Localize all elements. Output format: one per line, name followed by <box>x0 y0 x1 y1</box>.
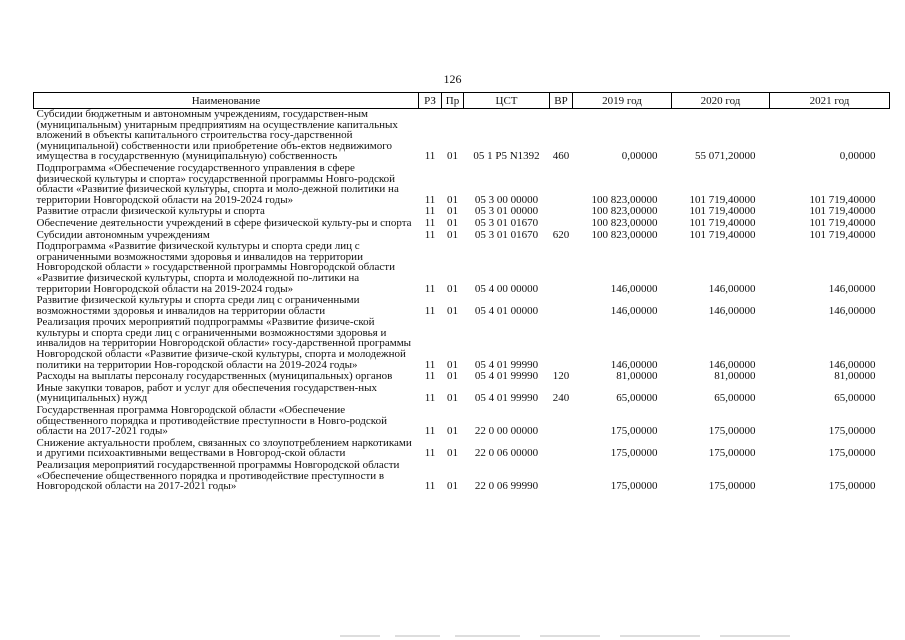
cell-cst: 22 0 06 99990 <box>474 480 539 493</box>
cell-2019: 146,00000 <box>610 358 658 371</box>
cell-2020: 101 719,40000 <box>689 193 756 206</box>
table-row <box>34 317 890 371</box>
cell-cst: 22 0 00 00000 <box>474 425 539 438</box>
cell-vr <box>550 206 573 218</box>
cell-2019: 175,00000 <box>610 447 658 460</box>
header-2021: 2021 год <box>770 93 890 109</box>
header-vr: ВР <box>550 93 573 109</box>
cell-rz: 11 <box>424 150 436 163</box>
cell-pr: 01 <box>447 150 458 163</box>
cell-rz: 11 <box>424 425 436 438</box>
cell-rz: 11 <box>424 282 436 295</box>
page-number: 126 <box>443 72 462 86</box>
cell-2021: 65,00000 <box>834 392 876 405</box>
cell-name: Государственная программа Новгородской области «Обеспечение общественного порядка и противодействие преступности в Новго-родской области на 2017-2021 годы» <box>36 404 387 438</box>
cell-2020: 65,00000 <box>714 392 756 405</box>
cell-vr: 620 <box>552 228 570 241</box>
cell-rz: 11 <box>424 304 436 317</box>
cell-vr <box>550 317 573 371</box>
cell-rz: 11 <box>424 370 436 383</box>
cell-2019: 100 823,00000 <box>591 228 658 241</box>
cell-name: Подпрограмма «Обеспечение государственного управления в сфере физической культуры и спорта» государственной программы Новго-родской области «Развитие физической культуры, спорта и моло-дежной политики на территории Новгородской области на 2019-2024 годы» <box>36 161 399 206</box>
cell-pr: 01 <box>447 358 458 371</box>
cell-rz: 11 <box>424 480 436 493</box>
cell-name: Расходы на выплаты персоналу государственных (муниципальных) органов <box>36 370 393 383</box>
cell-2021: 101 719,40000 <box>809 228 876 241</box>
cell-2020: 175,00000 <box>708 480 756 493</box>
cell-name: Снижение актуальности проблем, связанных со злоупотреблением наркотиками и другими психоактивными веществами в Новгород-ской области <box>36 436 412 460</box>
table-body <box>34 109 890 493</box>
cell-pr: 01 <box>447 193 458 206</box>
cell-2020: 55 071,20000 <box>695 150 756 163</box>
cell-2021: 101 719,40000 <box>809 205 876 218</box>
cell-vr <box>550 163 573 206</box>
cell-cst: 05 3 01 01670 <box>474 216 539 229</box>
cell-2019: 175,00000 <box>610 480 658 493</box>
cell-pr: 01 <box>447 480 458 493</box>
budget-table <box>33 92 890 493</box>
table-row <box>34 438 890 460</box>
table-row <box>34 218 890 230</box>
cell-pr: 01 <box>447 370 458 383</box>
cell-cst: 05 4 00 00000 <box>474 282 539 295</box>
cell-pr: 01 <box>447 282 458 295</box>
cell-cst: 05 4 01 00000 <box>474 304 539 317</box>
cell-2020: 146,00000 <box>708 282 756 295</box>
cell-2021: 146,00000 <box>828 358 876 371</box>
cell-2021: 0,00000 <box>839 150 876 163</box>
cell-pr: 01 <box>447 392 458 405</box>
cell-vr <box>550 241 573 295</box>
cell-rz: 11 <box>424 447 436 460</box>
header-row <box>34 93 890 109</box>
cell-2020: 101 719,40000 <box>689 228 756 241</box>
cell-pr: 01 <box>447 304 458 317</box>
header-rz: РЗ <box>419 93 442 109</box>
cell-rz: 11 <box>424 205 436 218</box>
cell-pr: 01 <box>447 216 458 229</box>
table-row <box>34 163 890 206</box>
cell-rz: 11 <box>424 228 436 241</box>
cell-cst: 05 3 01 00000 <box>474 205 539 218</box>
cell-vr <box>550 438 573 460</box>
cell-vr: 120 <box>552 370 570 383</box>
cell-2021: 101 719,40000 <box>809 216 876 229</box>
cell-vr <box>550 218 573 230</box>
cell-rz: 11 <box>424 358 436 371</box>
header-pr: Пр <box>442 93 464 109</box>
cell-pr: 01 <box>447 425 458 438</box>
cell-cst: 05 3 01 01670 <box>474 228 539 241</box>
cell-name: Субсидии бюджетным и автономным учреждениям, государствен-ным (муниципальным) унитарным предприятиям на осуществление капитальных вложений в объекты капитального строительства госу-дарственной (муниципальной) собственности или приобретение объ-ектов недвижимого имущества в государственную (муниципальную) собственность <box>36 108 398 163</box>
cell-2019: 175,00000 <box>610 425 658 438</box>
cell-2019: 65,00000 <box>616 392 658 405</box>
cell-vr: 460 <box>552 150 570 163</box>
cell-rz: 11 <box>424 216 436 229</box>
cell-2019: 100 823,00000 <box>591 216 658 229</box>
header-cst: ЦСТ <box>464 93 550 109</box>
table-header <box>34 93 890 109</box>
cell-cst: 05 3 00 00000 <box>474 193 539 206</box>
cell-2019: 146,00000 <box>610 304 658 317</box>
cell-vr: 240 <box>552 392 570 405</box>
cell-2019: 100 823,00000 <box>591 193 658 206</box>
cell-2020: 175,00000 <box>708 447 756 460</box>
cell-2021: 175,00000 <box>828 447 876 460</box>
cell-cst: 05 1 P5 N1392 <box>473 150 540 163</box>
cell-name: Иные закупки товаров, работ и услуг для обеспечения государствен-ных (муниципальных) нужд <box>36 381 378 405</box>
cell-2021: 146,00000 <box>828 304 876 317</box>
cell-2020: 81,00000 <box>714 370 756 383</box>
cell-2019: 100 823,00000 <box>591 205 658 218</box>
cell-2019: 0,00000 <box>621 150 658 163</box>
header-2020: 2020 год <box>672 93 770 109</box>
header-2019: 2019 год <box>573 93 672 109</box>
cell-2021: 146,00000 <box>828 282 876 295</box>
cell-vr <box>550 460 573 493</box>
cell-2020: 146,00000 <box>708 304 756 317</box>
table-row <box>34 109 890 163</box>
cell-rz: 11 <box>424 193 436 206</box>
cell-pr: 01 <box>447 205 458 218</box>
cell-2020: 146,00000 <box>708 358 756 371</box>
table-row <box>34 405 890 438</box>
cell-rz: 11 <box>424 392 436 405</box>
cell-name: Субсидии автономным учреждениям <box>36 228 210 241</box>
cell-cst: 05 4 01 99990 <box>474 392 539 405</box>
cell-cst: 22 0 06 00000 <box>474 447 539 460</box>
cell-2020: 175,00000 <box>708 425 756 438</box>
cell-vr <box>550 405 573 438</box>
cell-2021: 175,00000 <box>828 480 876 493</box>
cell-2021: 175,00000 <box>828 425 876 438</box>
table-row <box>34 241 890 295</box>
cell-vr <box>550 295 573 317</box>
cell-2019: 146,00000 <box>610 282 658 295</box>
cell-cst: 05 4 01 99990 <box>474 370 539 383</box>
cell-pr: 01 <box>447 228 458 241</box>
cell-2021: 81,00000 <box>834 370 876 383</box>
cell-2020: 101 719,40000 <box>689 205 756 218</box>
cell-cst: 05 4 01 99990 <box>474 358 539 371</box>
cell-2021: 101 719,40000 <box>809 193 876 206</box>
cell-name: Подпрограмма «Развитие физической культуры и спорта среди лиц с ограниченными возможностями здоровья и инвалидов на территории Новгородской области » государственной программы Новгородской области «Развитие физической культуры, спорта и молодежной по-литики на территории Новгородской области на 2019-2024 годы» <box>36 240 395 295</box>
cell-name: Обеспечение деятельности учреждений в сфере физической культу-ры и спорта <box>36 216 412 229</box>
scan-artifacts <box>0 630 905 640</box>
cell-name: Развитие отрасли физической культуры и спорта <box>36 205 265 218</box>
table-row <box>34 295 890 317</box>
cell-2019: 81,00000 <box>616 370 658 383</box>
header-name: Наименование <box>34 93 419 109</box>
cell-pr: 01 <box>447 447 458 460</box>
cell-name: Реализация прочих мероприятий подпрограммы «Развитие физиче-ской культуры и спорта среди лиц с ограниченными возможностями здоровья и инвалидов на территории Новгородской области» госу-дарственной программы Новгородской области «Развитие физиче-ской культуры, спорта и молодежной политики на территории Нов-городской области на 2019-2024 годы» <box>36 316 412 371</box>
table-row <box>34 460 890 493</box>
table-row <box>34 383 890 405</box>
cell-name: Реализация мероприятий государственной программы Новгородской области «Обеспечение общественного порядка и противодействие преступности в Новгородской области на 2017-2021 годы» <box>36 459 400 493</box>
cell-name: Развитие физической культуры и спорта среди лиц с ограниченными возможностями здоровья и инвалидов на территории области <box>36 294 360 317</box>
cell-2020: 101 719,40000 <box>689 216 756 229</box>
